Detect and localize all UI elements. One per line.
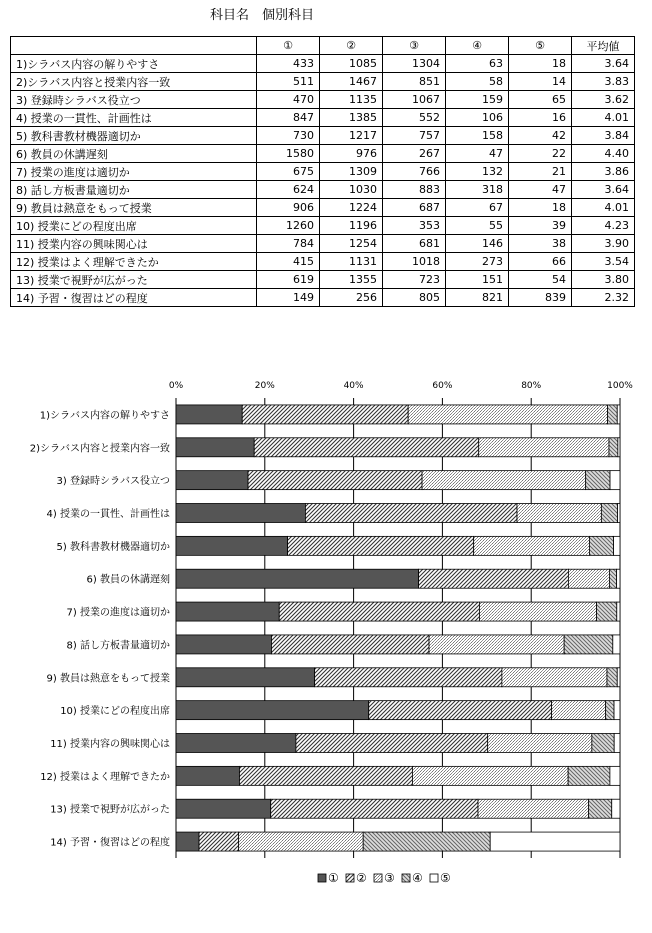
bar-segment-series-2 <box>199 832 239 851</box>
header-cell: ① <box>257 37 320 55</box>
gridlines <box>176 398 620 858</box>
x-tick-label: 40% <box>343 381 364 391</box>
average-cell: 3.64 <box>572 55 635 73</box>
bar-segment-series-4 <box>608 405 618 424</box>
count-cell: 55 <box>446 217 509 235</box>
header-cell: ③ <box>383 37 446 55</box>
bar-segment-series-5 <box>618 504 620 523</box>
count-cell: 805 <box>383 289 446 307</box>
category-label: 6) 教員の休講遅刻 <box>86 574 170 586</box>
x-tick-label: 20% <box>254 381 275 391</box>
bar-segment-series-5 <box>614 734 620 753</box>
bar-segment-series-1 <box>176 635 271 654</box>
count-cell: 883 <box>383 181 446 199</box>
bar-segment-series-4 <box>609 438 618 457</box>
bar-segment-series-3 <box>479 602 596 621</box>
count-cell: 158 <box>446 127 509 145</box>
table-row <box>11 217 635 235</box>
count-cell: 687 <box>383 199 446 217</box>
row-label: 1)シラバス内容の解りやすさ <box>11 55 257 73</box>
legend-label: ① <box>328 871 339 885</box>
row-label: 6) 教員の休講遅刻 <box>11 145 257 163</box>
bar-segment-series-1 <box>176 701 369 720</box>
count-cell: 18 <box>509 55 572 73</box>
category-label: 11) 授業内容の興味関心は <box>50 739 170 750</box>
bar-segment-series-1 <box>176 668 315 687</box>
bar-segment-series-5 <box>610 471 620 490</box>
bar-segment-series-2 <box>242 405 408 424</box>
bar-segment-series-4 <box>586 471 610 490</box>
average-cell: 2.32 <box>572 289 635 307</box>
bar-segment-series-4 <box>601 504 617 523</box>
count-cell: 159 <box>446 91 509 109</box>
bar-segment-series-5 <box>614 701 620 720</box>
category-label: 14) 予習・復習はどの程度 <box>50 837 170 849</box>
table-row <box>11 91 635 109</box>
count-cell: 1304 <box>383 55 446 73</box>
row-label: 10) 授業にどの程度出席 <box>11 217 257 235</box>
count-cell: 106 <box>446 109 509 127</box>
bar-segment-series-3 <box>517 504 601 523</box>
category-label: 4) 授業の一貫性、計画性は <box>46 509 170 520</box>
average-cell: 3.54 <box>572 253 635 271</box>
count-cell: 1260 <box>257 217 320 235</box>
count-cell: 1067 <box>383 91 446 109</box>
bar-segment-series-5 <box>610 766 620 785</box>
bar-segment-series-1 <box>176 799 271 818</box>
bar-segment-series-2 <box>248 471 422 490</box>
count-cell: 757 <box>383 127 446 145</box>
table-row <box>11 163 635 181</box>
bar-segment-series-3 <box>552 701 606 720</box>
legend-swatch <box>430 874 438 882</box>
table-row <box>11 235 635 253</box>
bar-segment-series-4 <box>589 799 612 818</box>
bar-segment-series-1 <box>176 405 242 424</box>
bar-segment-series-4 <box>589 536 613 555</box>
legend-swatch <box>402 874 410 882</box>
count-cell: 766 <box>383 163 446 181</box>
legend <box>318 871 451 885</box>
data-table <box>10 36 635 307</box>
average-cell: 3.84 <box>572 127 635 145</box>
count-cell: 839 <box>509 289 572 307</box>
bar-segment-series-4 <box>597 602 617 621</box>
count-cell: 18 <box>509 199 572 217</box>
bar-segment-series-1 <box>176 471 248 490</box>
bar-segment-series-1 <box>176 766 239 785</box>
average-cell: 3.62 <box>572 91 635 109</box>
bar-segment-series-5 <box>612 799 620 818</box>
count-cell: 39 <box>509 217 572 235</box>
bar-segment-series-4 <box>606 701 614 720</box>
x-axis-ticks <box>169 381 633 391</box>
average-cell: 4.01 <box>572 199 635 217</box>
bar-segment-series-1 <box>176 536 288 555</box>
average-cell: 3.64 <box>572 181 635 199</box>
bar-segment-series-2 <box>271 799 478 818</box>
table-row <box>11 199 635 217</box>
count-cell: 1135 <box>320 91 383 109</box>
bar-segment-series-3 <box>239 832 364 851</box>
count-cell: 730 <box>257 127 320 145</box>
table-row <box>11 109 635 127</box>
bar-segment-series-4 <box>609 569 616 588</box>
header-cell: ② <box>320 37 383 55</box>
count-cell: 256 <box>320 289 383 307</box>
legend-swatch <box>374 874 382 882</box>
count-cell: 552 <box>383 109 446 127</box>
bar-segment-series-5 <box>613 635 620 654</box>
count-cell: 675 <box>257 163 320 181</box>
x-tick-label: 100% <box>607 381 633 391</box>
count-cell: 146 <box>446 235 509 253</box>
bar-segment-series-4 <box>568 766 610 785</box>
bar-segment-series-5 <box>490 832 620 851</box>
count-cell: 976 <box>320 145 383 163</box>
category-label: 9) 教員は熱意をもって授業 <box>46 673 170 685</box>
table-row <box>11 73 635 91</box>
bar-segment-series-2 <box>254 438 479 457</box>
bar-segment-series-3 <box>408 405 607 424</box>
count-cell: 1217 <box>320 127 383 145</box>
count-cell: 67 <box>446 199 509 217</box>
average-cell: 4.23 <box>572 217 635 235</box>
count-cell: 1131 <box>320 253 383 271</box>
bar-segment-series-2 <box>305 504 517 523</box>
row-label: 3) 登録時シラバス役立つ <box>11 91 257 109</box>
count-cell: 47 <box>509 181 572 199</box>
bar-segment-series-2 <box>296 734 488 753</box>
count-cell: 47 <box>446 145 509 163</box>
count-cell: 415 <box>257 253 320 271</box>
row-label: 7) 授業の進度は適切か <box>11 163 257 181</box>
count-cell: 1030 <box>320 181 383 199</box>
average-cell: 3.83 <box>572 73 635 91</box>
average-cell: 3.90 <box>572 235 635 253</box>
header-cell: 平均値 <box>572 37 635 55</box>
count-cell: 267 <box>383 145 446 163</box>
x-tick-label: 80% <box>521 381 542 391</box>
average-cell: 3.86 <box>572 163 635 181</box>
row-label: 9) 教員は熱意をもって授業 <box>11 199 257 217</box>
bar-segment-series-5 <box>618 438 620 457</box>
table-row <box>11 127 635 145</box>
count-cell: 63 <box>446 55 509 73</box>
category-label: 2)シラバス内容と授業内容一致 <box>29 443 170 455</box>
count-cell: 1467 <box>320 73 383 91</box>
bar-segment-series-2 <box>239 766 412 785</box>
bar-segment-series-3 <box>502 668 607 687</box>
header-cell <box>11 37 257 55</box>
bar-segment-series-3 <box>479 438 609 457</box>
category-labels <box>30 408 170 848</box>
header-cell: ⑤ <box>509 37 572 55</box>
count-cell: 1085 <box>320 55 383 73</box>
average-cell: 4.01 <box>572 109 635 127</box>
bar-segment-series-2 <box>279 602 479 621</box>
count-cell: 318 <box>446 181 509 199</box>
count-cell: 851 <box>383 73 446 91</box>
row-label: 13) 授業で視野が広がった <box>11 271 257 289</box>
count-cell: 151 <box>446 271 509 289</box>
bar-segment-series-1 <box>176 504 305 523</box>
bar-segment-series-2 <box>271 635 429 654</box>
category-label: 12) 授業はよく理解できたか <box>40 771 170 783</box>
count-cell: 1018 <box>383 253 446 271</box>
row-label: 14) 予習・復習はどの程度 <box>11 289 257 307</box>
count-cell: 1254 <box>320 235 383 253</box>
bar-segment-series-4 <box>363 832 490 851</box>
bar-segment-series-4 <box>564 635 613 654</box>
category-label: 8) 話し方板書量適切か <box>66 640 170 652</box>
count-cell: 906 <box>257 199 320 217</box>
count-cell: 149 <box>257 289 320 307</box>
count-cell: 38 <box>509 235 572 253</box>
table-row <box>11 145 635 163</box>
stacked-bar-chart <box>0 360 652 933</box>
category-label: 3) 登録時シラバス役立つ <box>56 476 170 488</box>
bar-segment-series-5 <box>617 405 620 424</box>
bar-segment-series-4 <box>592 734 614 753</box>
count-cell: 784 <box>257 235 320 253</box>
table-row <box>11 271 635 289</box>
table-row <box>11 253 635 271</box>
bar-segment-series-5 <box>617 569 620 588</box>
count-cell: 58 <box>446 73 509 91</box>
bar-segment-series-2 <box>369 701 552 720</box>
bar-segment-series-3 <box>474 536 590 555</box>
count-cell: 66 <box>509 253 572 271</box>
count-cell: 22 <box>509 145 572 163</box>
count-cell: 14 <box>509 73 572 91</box>
bar-segment-series-2 <box>419 569 569 588</box>
table-row <box>11 181 635 199</box>
bar-segment-series-2 <box>315 668 502 687</box>
bar-segment-series-3 <box>429 635 564 654</box>
bar-segment-series-3 <box>568 569 609 588</box>
page-title: 科目名 個別科目 <box>210 8 315 23</box>
count-cell: 511 <box>257 73 320 91</box>
legend-label: ② <box>356 871 367 885</box>
legend-swatch <box>346 874 354 882</box>
bar-segment-series-3 <box>478 799 589 818</box>
bars <box>176 405 620 851</box>
count-cell: 1309 <box>320 163 383 181</box>
legend-label: ④ <box>412 871 423 885</box>
header-cell: ④ <box>446 37 509 55</box>
count-cell: 624 <box>257 181 320 199</box>
bar-segment-series-1 <box>176 438 254 457</box>
bar-segment-series-1 <box>176 832 199 851</box>
count-cell: 619 <box>257 271 320 289</box>
row-label: 2)シラバス内容と授業内容一致 <box>11 73 257 91</box>
count-cell: 353 <box>383 217 446 235</box>
count-cell: 1196 <box>320 217 383 235</box>
bar-segment-series-5 <box>614 536 620 555</box>
bar-segment-series-5 <box>617 668 620 687</box>
count-cell: 42 <box>509 127 572 145</box>
bar-segment-series-1 <box>176 569 419 588</box>
average-cell: 4.40 <box>572 145 635 163</box>
bar-segment-series-1 <box>176 602 279 621</box>
category-label: 7) 授業の進度は適切か <box>66 607 170 619</box>
legend-label: ③ <box>384 871 395 885</box>
category-label: 5) 教科書教材機器適切か <box>56 541 170 553</box>
count-cell: 1355 <box>320 271 383 289</box>
average-cell: 3.80 <box>572 271 635 289</box>
category-label: 10) 授業にどの程度出席 <box>60 706 170 718</box>
count-cell: 54 <box>509 271 572 289</box>
count-cell: 433 <box>257 55 320 73</box>
count-cell: 723 <box>383 271 446 289</box>
legend-label: ⑤ <box>440 871 451 885</box>
row-label: 11) 授業内容の興味関心は <box>11 235 257 253</box>
row-label: 5) 教科書教材機器適切か <box>11 127 257 145</box>
legend-swatch <box>318 874 326 882</box>
count-cell: 821 <box>446 289 509 307</box>
count-cell: 1224 <box>320 199 383 217</box>
row-label: 4) 授業の一貫性、計画性は <box>11 109 257 127</box>
count-cell: 1580 <box>257 145 320 163</box>
table-row <box>11 289 635 307</box>
count-cell: 470 <box>257 91 320 109</box>
count-cell: 847 <box>257 109 320 127</box>
table-header-row <box>11 37 635 55</box>
row-label: 8) 話し方板書量適切か <box>11 181 257 199</box>
count-cell: 21 <box>509 163 572 181</box>
category-label: 13) 授業で視野が広がった <box>50 804 170 816</box>
count-cell: 16 <box>509 109 572 127</box>
bar-segment-series-2 <box>288 536 474 555</box>
bar-segment-series-3 <box>488 734 592 753</box>
x-tick-label: 60% <box>432 381 453 391</box>
count-cell: 132 <box>446 163 509 181</box>
count-cell: 681 <box>383 235 446 253</box>
count-cell: 1385 <box>320 109 383 127</box>
category-label: 1)シラバス内容の解りやすさ <box>39 410 170 422</box>
bar-segment-series-3 <box>422 471 586 490</box>
bar-segment-series-3 <box>412 766 568 785</box>
bar-segment-series-1 <box>176 734 296 753</box>
table-body <box>11 55 635 307</box>
x-tick-label: 0% <box>168 381 184 391</box>
bar-segment-series-5 <box>617 602 620 621</box>
count-cell: 65 <box>509 91 572 109</box>
row-label: 12) 授業はよく理解できたか <box>11 253 257 271</box>
count-cell: 273 <box>446 253 509 271</box>
bar-segment-series-4 <box>607 668 617 687</box>
table-row <box>11 55 635 73</box>
